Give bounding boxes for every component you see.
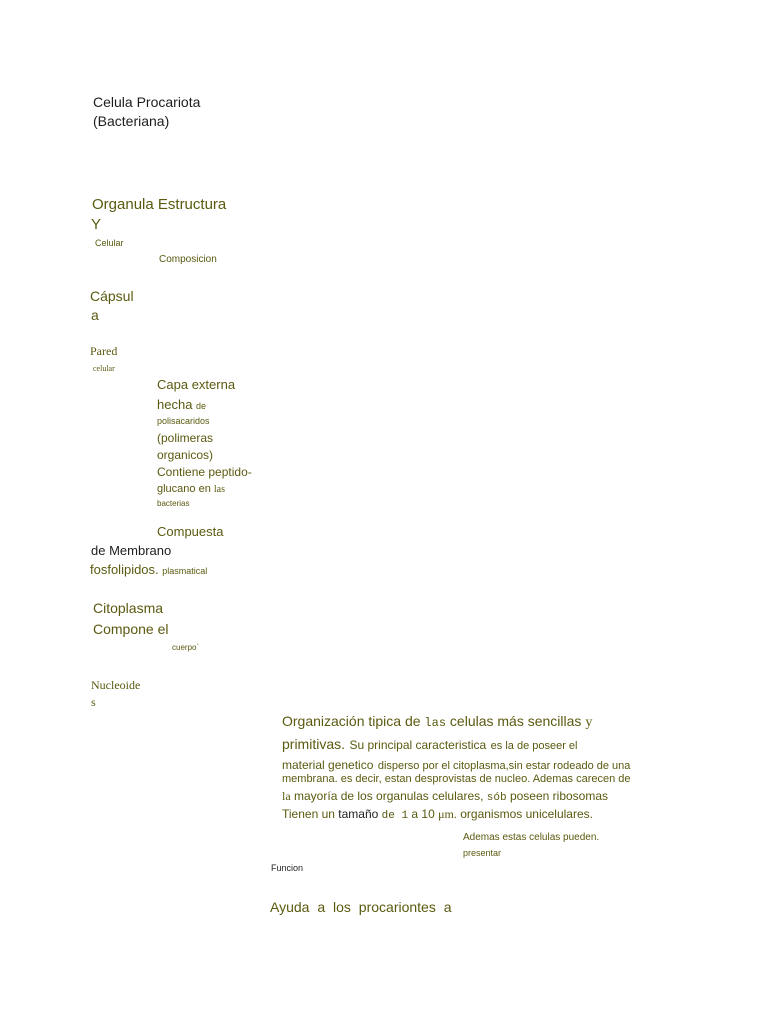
header-y: Y [91, 216, 102, 233]
pared-desc-8: bacterias [157, 499, 190, 508]
pared-desc-3: polisacaridos [157, 416, 210, 426]
capsula-label-line2: a [91, 307, 99, 323]
pared-desc-7 [157, 483, 225, 495]
page-title-line2: (Bacteriana) [93, 113, 170, 129]
desc-l1d: y [585, 715, 593, 730]
membrana-compuesta: Compuesta [157, 524, 224, 539]
funcion-text: Ayuda a los procariontes a [270, 899, 452, 915]
description-line6 [282, 808, 593, 822]
desc-l6c: de 1 [381, 810, 409, 822]
desc-l6d: a 10 [411, 807, 435, 821]
desc-l6f: organismos unicelulares. [460, 807, 593, 821]
description-line2 [282, 736, 578, 754]
funcion-label: Funcion [271, 863, 304, 873]
desc-l1b: las [424, 716, 447, 730]
description-extra1: Ademas estas celulas pueden. [463, 832, 600, 843]
desc-l2a: primitivas. [282, 736, 346, 752]
pared-desc-7-big: glucano en [157, 483, 211, 495]
description-line4 [282, 773, 631, 785]
desc-l3a: material genetico [282, 758, 374, 772]
desc-l5a: la [282, 789, 291, 803]
description-line5 [282, 790, 608, 804]
desc-l6a: Tienen un [282, 807, 335, 821]
desc-l6e: μm. [438, 807, 457, 821]
desc-l3b: disperso por el citoplasma,sin estar rodeado de una [377, 760, 631, 772]
pared-label-line2: celular [93, 364, 115, 373]
header-organula [92, 197, 226, 214]
desc-l6b: tamaño [338, 807, 379, 821]
desc-l5c: sób [486, 792, 507, 804]
pared-desc-6: Contiene peptido- [157, 465, 252, 479]
header-composicion: Composicion [159, 254, 217, 265]
desc-l2b: Su principal caracteristica [349, 738, 487, 752]
desc-l4b: es decir, estan desprovistas de nucleo. Ademas carecen de [340, 773, 631, 785]
desc-l1a: Organización tipica de [282, 713, 421, 729]
header-organula-text: Organula [92, 196, 154, 213]
pared-desc-7-small: las [213, 484, 225, 495]
nucleoides-label-line1: Nucleoide [91, 678, 141, 692]
pared-desc-2 [157, 398, 206, 412]
nucleoides-label-line2: s [91, 695, 96, 709]
desc-l5b: mayoría de los organulas celulares, [294, 789, 484, 803]
citoplasma-cuerpo: cuerpo` [172, 643, 200, 652]
membrana-fosfolipidos: fosfolipidos. [90, 562, 159, 577]
pared-desc-2-big: hecha [157, 397, 193, 412]
desc-l4a: membrana. [282, 773, 338, 785]
membrana-membrano: Membrano [109, 543, 172, 558]
description-line3 [282, 756, 630, 774]
pared-desc-2-small: de [196, 401, 207, 411]
header-celular: Celular [95, 238, 124, 248]
membrana-line2 [91, 544, 171, 558]
page-title-line1: Celula Procariota [93, 94, 201, 110]
membrana-line3 [90, 563, 207, 577]
description-line1 [282, 714, 592, 730]
desc-l1c: celulas más sencillas [449, 713, 582, 729]
desc-l2c: es la de poseer el [490, 740, 578, 752]
pared-label-line1: Pared [90, 344, 118, 358]
header-estructura-text: Estructura [157, 196, 227, 213]
citoplasma-compone: Compone el [93, 621, 169, 637]
pared-desc-1: Capa externa [157, 377, 236, 392]
membrana-de: de [91, 543, 106, 558]
pared-desc-4: (polimeras [157, 431, 214, 445]
pared-desc-5: organicos) [157, 448, 214, 462]
description-extra2: presentar [463, 848, 502, 858]
capsula-label-line1: Cápsul [90, 288, 134, 304]
membrana-plasmatical: plasmatical [162, 566, 208, 576]
desc-l5d: poseen ribosomas [509, 789, 609, 803]
citoplasma-label: Citoplasma [93, 600, 164, 616]
